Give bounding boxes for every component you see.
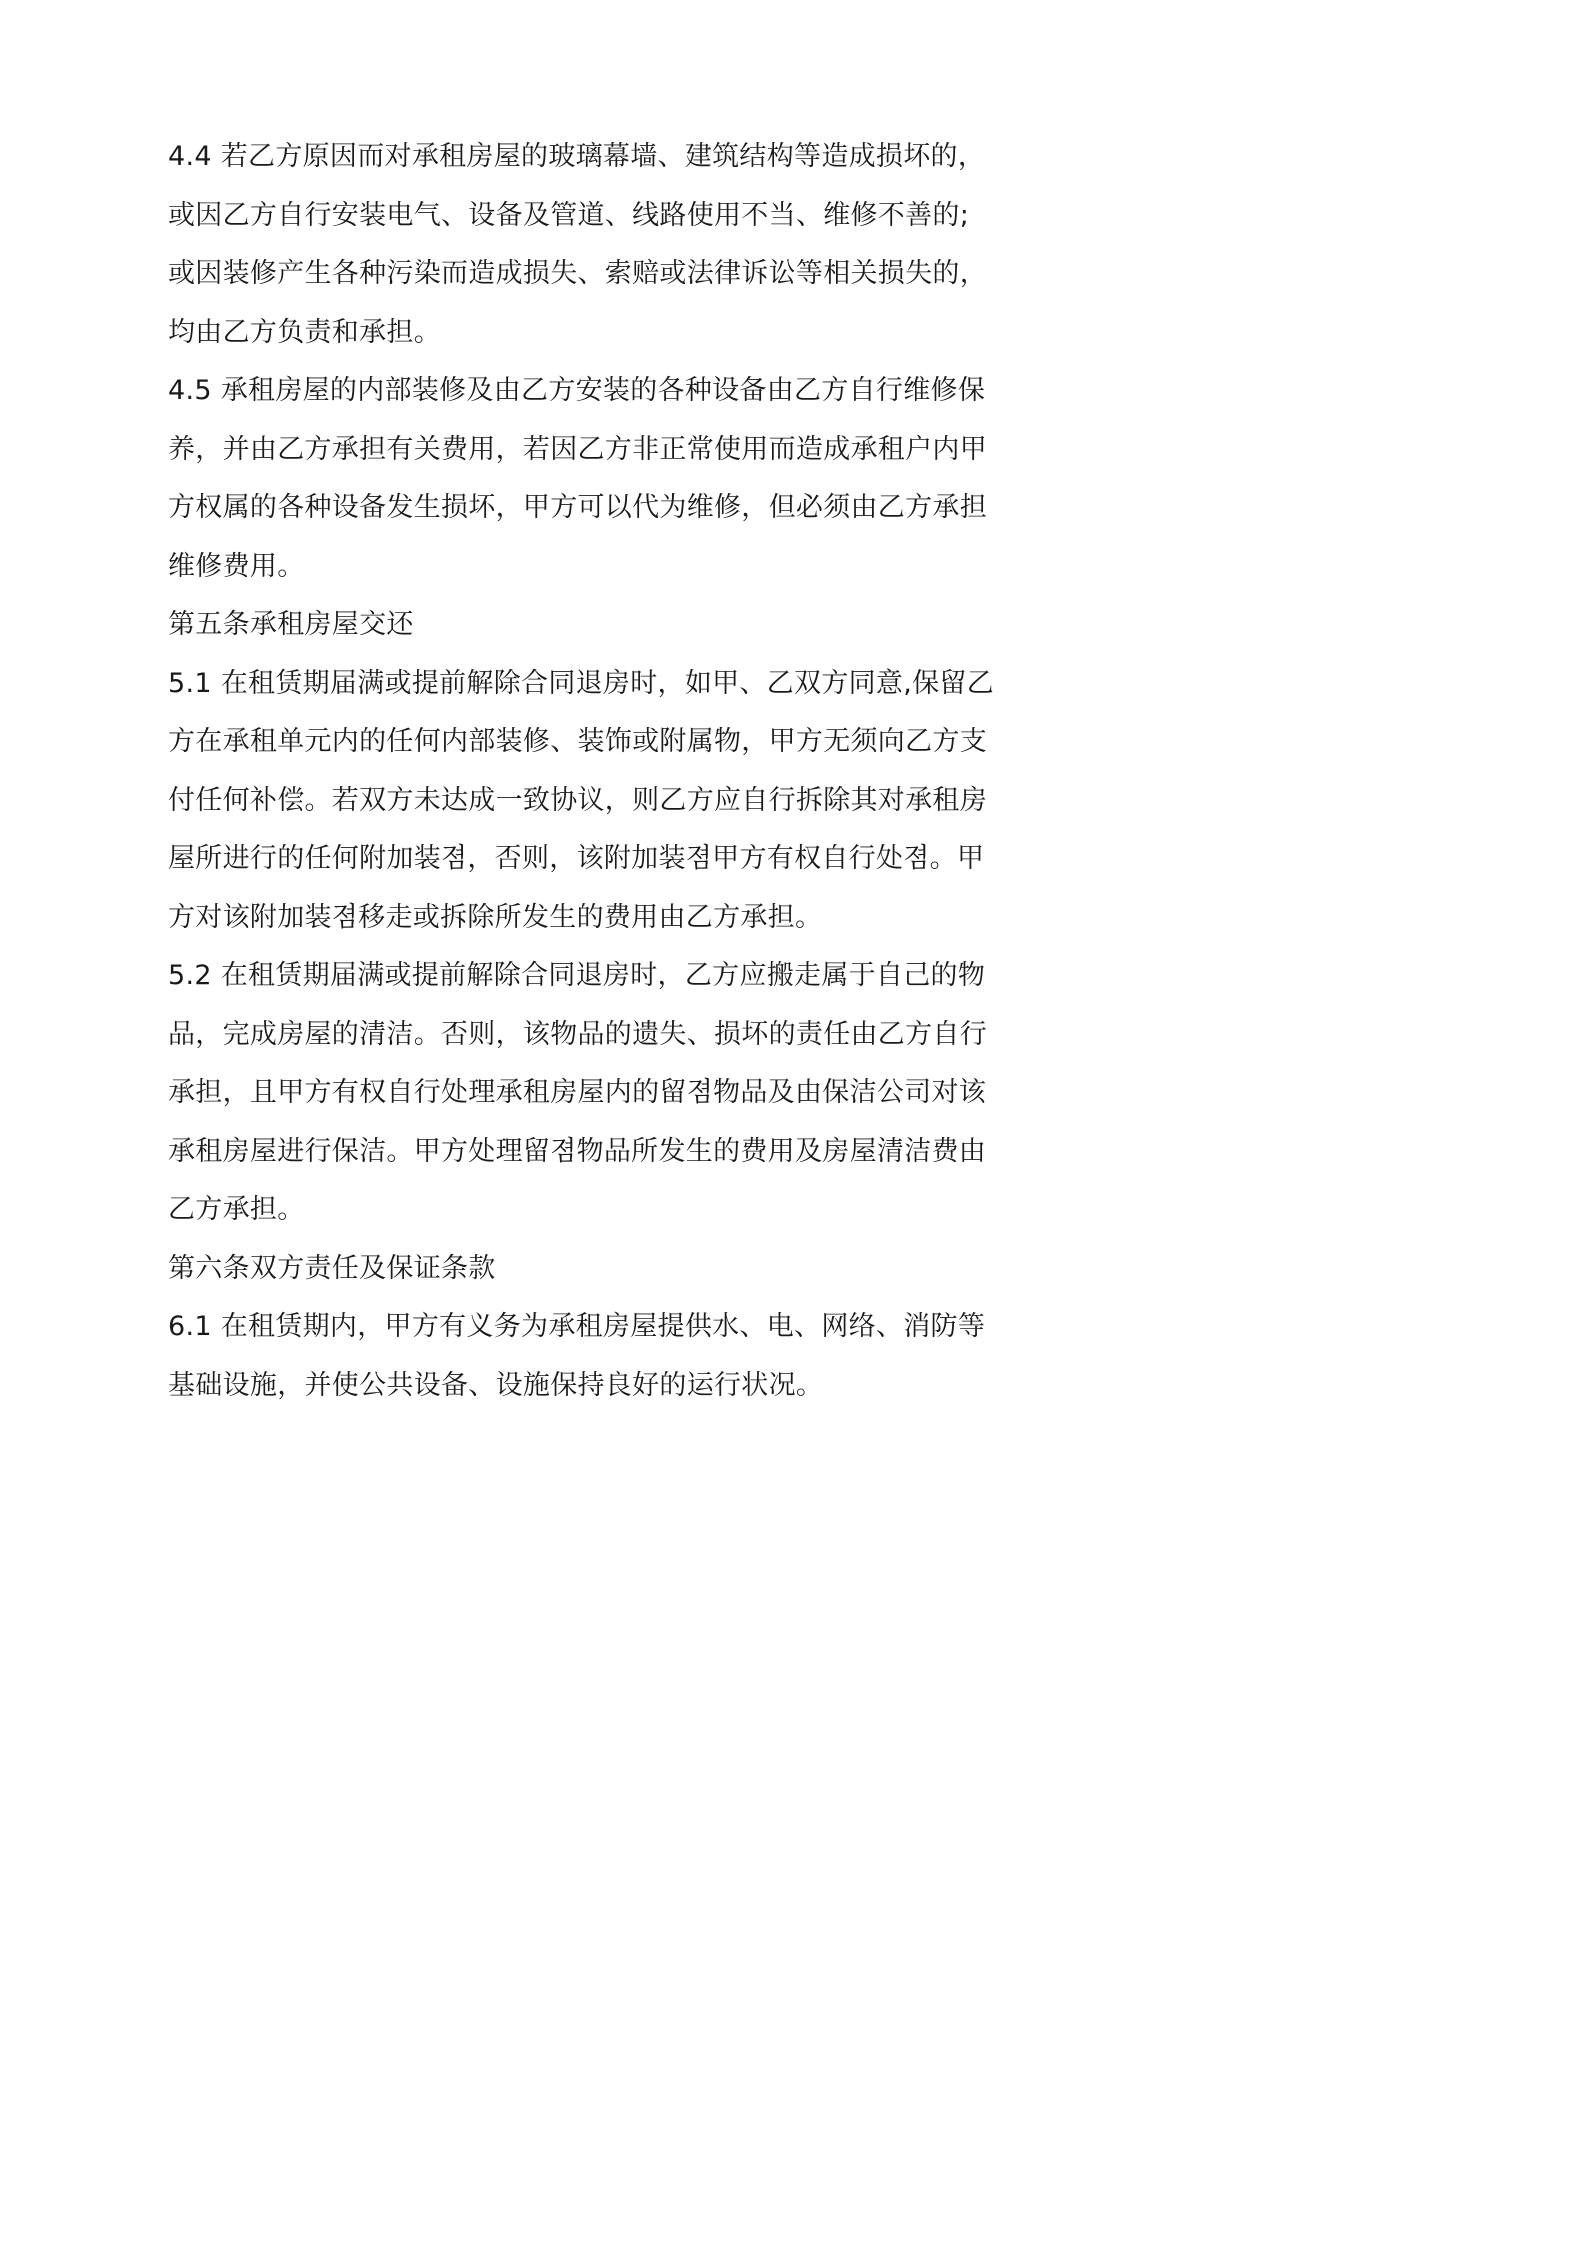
clause-5-1-line-2: 方在承租单元内的任何内部装修、装饰或附属物，甲方无须向乙方支 [168, 726, 987, 757]
clause-4-5-line-4: 维修费用。 [168, 550, 305, 582]
section-5-heading: 第五条承租房屋交还 [168, 609, 414, 640]
clause-5-1-line-5: 方对该附加装졈移走或拆除所发生的费用由乙方承担。 [168, 901, 823, 933]
clause-5-2-line-5: 乙方承担。 [168, 1194, 305, 1225]
clause-5-2-line-1: 5.2 在租赁期届满或提前解除合同退房时，乙方应搬走属于自己的物 [168, 960, 986, 991]
clause-6-1-line-1: 6.1 在租赁期内，甲方有义务为承租房屋提供水、电、网络、消防等 [168, 1311, 986, 1342]
clause-5-1-line-3: 付任何补偿。若双方未达成一致协议，则乙方应自行拆除其对承租房 [168, 784, 987, 816]
clause-4-5-line-2: 养，并由乙方承担有关费用，若因乙方非正常使用而造成承租户内甲 [168, 433, 987, 465]
clause-4-4-line-2: 或因乙方自行安装电气、设备及管道、线路使用不当、维修不善的; [168, 199, 970, 231]
document-page [0, 0, 1104, 1562]
section-6-heading: 第六条双方责任及保证条款 [168, 1252, 496, 1284]
clause-5-2-line-3: 承担，且甲方有权自行处理承租房屋内的留졈物品及由保洁公司对该 [168, 1077, 987, 1108]
clause-5-1-line-1: 5.1 在租赁期届满或提前解除合同退房时，如甲、乙双方同意,保留乙 [168, 667, 995, 699]
clause-4-4-line-4: 均由乙方负责和承担。 [168, 316, 441, 348]
clause-4-4-line-3: 或因装修产生各种污染而造成损失、索赔或法律诉讼等相关损失的， [168, 258, 987, 289]
clause-4-5-line-1: 4.5 承租房屋的内部装修及由乙方安装的各种设备由乙方自行维修保 [168, 375, 986, 406]
clause-5-2-line-2: 品，完成房屋的清洁。否则，该物品的遗失、损坏的责任由乙方自行 [168, 1018, 987, 1050]
document-body [168, 128, 995, 1415]
clause-5-1-line-4: 屋所进行的任何附加装졈，否则，该附加装졈甲方有权自行处졈。甲 [168, 843, 985, 874]
clause-6-1-line-2: 基础设施，并使公共设备、设施保持良好的运行状况。 [168, 1369, 824, 1401]
clause-4-4-line-1: 4.4 若乙方原因而对承租房屋的玻璃幕墙、建筑结构等造成损坏的， [168, 141, 986, 172]
clause-5-2-line-4: 承租房屋进行保洁。甲方处理留졈物品所发生的费用及房屋清洁费由 [168, 1135, 987, 1167]
clause-4-5-line-3: 方权属的各种设备发生损坏，甲方可以代为维修，但必须由乙方承担 [168, 492, 987, 523]
